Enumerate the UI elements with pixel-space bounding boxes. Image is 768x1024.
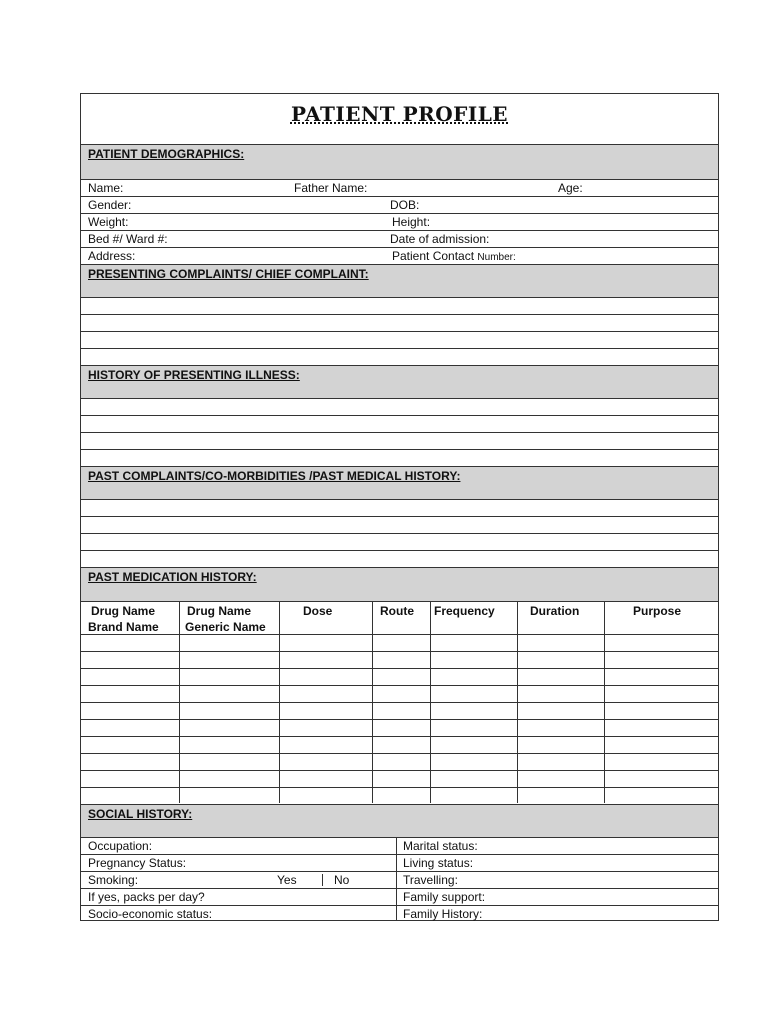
- medication-row: [81, 668, 718, 685]
- demographics-row-weight: [81, 213, 718, 230]
- medication-row: [81, 753, 718, 770]
- col-brand-name-line2: Brand Name: [88, 620, 159, 634]
- social-row: [81, 837, 718, 854]
- past-history-line: [81, 550, 718, 567]
- table-divider: [179, 601, 180, 803]
- socio-economic-status-label: Socio-economic status:: [88, 907, 213, 921]
- social-title: SOCIAL HISTORY:: [88, 807, 193, 821]
- weight-label: Weight:: [88, 215, 129, 229]
- patient-contact-number-text: Number:: [477, 252, 516, 263]
- social-row: [81, 905, 718, 921]
- gender-label: Gender:: [88, 198, 132, 212]
- height-label: Height:: [392, 215, 431, 229]
- demographics-title: PATIENT DEMOGRAPHICS:: [88, 147, 245, 161]
- col-dose: Dose: [303, 604, 333, 618]
- living-status-label: Living status:: [403, 856, 474, 870]
- col-duration: Duration: [530, 604, 580, 618]
- patient-contact-text: Patient Contact: [392, 249, 475, 263]
- hpi-header: [81, 365, 718, 398]
- medication-row: [81, 651, 718, 668]
- hpi-line: [81, 432, 718, 449]
- col-frequency: Frequency: [434, 604, 495, 618]
- marital-status-label: Marital status:: [403, 839, 478, 853]
- past-history-header: [81, 466, 718, 499]
- packs-per-day-label: If yes, packs per day?: [88, 890, 205, 904]
- col-generic-name-line1: Drug Name: [187, 604, 252, 618]
- social-header: [81, 804, 718, 837]
- patient-profile-form: [80, 93, 719, 921]
- past-history-line: [81, 516, 718, 533]
- hpi-line: [81, 415, 718, 432]
- pregnancy-status-label: Pregnancy Status:: [88, 856, 187, 870]
- social-divider: [396, 837, 397, 920]
- complaints-line: [81, 348, 718, 365]
- hpi-title: HISTORY OF PRESENTING ILLNESS:: [88, 368, 300, 382]
- table-divider: [517, 601, 518, 803]
- hpi-line: [81, 398, 718, 415]
- smoking-yes-option[interactable]: Yes: [277, 873, 297, 887]
- smoking-no-option[interactable]: No: [334, 873, 350, 887]
- social-row: [81, 871, 718, 888]
- col-brand-name-line1: Drug Name: [91, 604, 156, 618]
- table-divider: [604, 601, 605, 803]
- travelling-label: Travelling:: [403, 873, 458, 887]
- complaints-header: [81, 264, 718, 297]
- medication-row: [81, 736, 718, 753]
- medication-row: [81, 770, 718, 787]
- date-of-admission-label: Date of admission:: [390, 232, 490, 246]
- age-label: Age:: [558, 181, 583, 195]
- family-history-label: Family History:: [403, 907, 483, 921]
- demographics-row-address: [81, 247, 718, 264]
- medication-title: PAST MEDICATION HISTORY:: [88, 570, 257, 584]
- page-title: PATIENT PROFILE: [290, 102, 509, 126]
- medication-row: [81, 787, 718, 804]
- medication-row: [81, 634, 718, 651]
- occupation-label: Occupation:: [88, 839, 153, 853]
- bed-ward-label: Bed #/ Ward #:: [88, 232, 168, 246]
- past-history-line: [81, 533, 718, 550]
- medication-row: [81, 702, 718, 719]
- social-row: [81, 854, 718, 871]
- table-divider: [430, 601, 431, 803]
- complaints-line: [81, 297, 718, 314]
- father-name-label: Father Name:: [294, 181, 368, 195]
- complaints-line: [81, 331, 718, 348]
- yes-no-divider: [322, 874, 323, 886]
- medication-row: [81, 719, 718, 736]
- table-divider: [279, 601, 280, 803]
- col-generic-name-line2: Generic Name: [185, 620, 266, 634]
- complaints-title: PRESENTING COMPLAINTS/ CHIEF COMPLAINT:: [88, 267, 369, 281]
- hpi-line: [81, 449, 718, 466]
- medication-table-header: [81, 601, 718, 634]
- demographics-row-bed: [81, 230, 718, 247]
- smoking-label: Smoking:: [88, 873, 139, 887]
- demographics-row-name: [81, 179, 718, 196]
- dob-label: DOB:: [390, 198, 420, 212]
- medication-header: [81, 567, 718, 601]
- demographics-row-gender: [81, 196, 718, 213]
- medication-row: [81, 685, 718, 702]
- col-route: Route: [380, 604, 414, 618]
- col-purpose: Purpose: [633, 604, 682, 618]
- address-label: Address:: [88, 249, 136, 263]
- demographics-header: [81, 144, 718, 179]
- family-support-label: Family support:: [403, 890, 486, 904]
- past-history-line: [81, 499, 718, 516]
- table-divider: [372, 601, 373, 803]
- past-history-title: PAST COMPLAINTS/CO-MORBIDITIES /PAST MEDICAL HISTORY:: [88, 469, 461, 483]
- social-row: [81, 888, 718, 905]
- complaints-line: [81, 314, 718, 331]
- name-label: Name:: [88, 181, 124, 195]
